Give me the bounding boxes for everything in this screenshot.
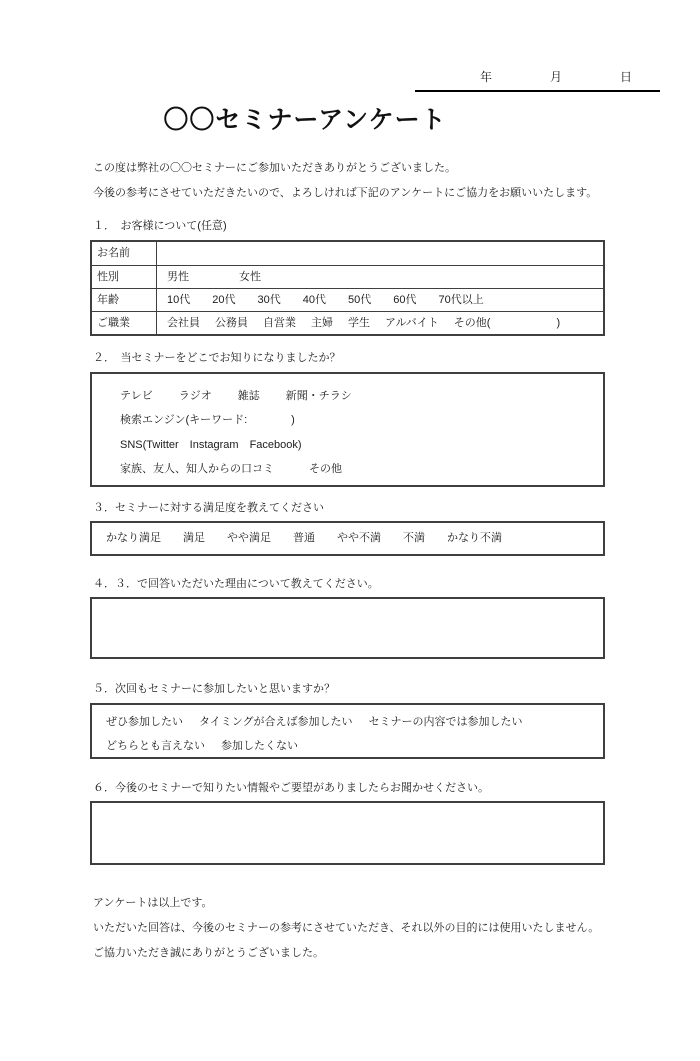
q2-heading: ２． 当セミナーをどこでお知りになりましたか？	[93, 352, 341, 365]
source-option-other[interactable]: その他	[309, 463, 342, 476]
closing-line-1: アンケートは以上です。	[93, 896, 213, 909]
q6-free-text-area[interactable]	[90, 801, 605, 865]
q4-free-text-area[interactable]	[90, 597, 605, 659]
table-row-occupation	[92, 311, 603, 334]
closing-line-3: ご協力いただき誠にありがとうございました。	[93, 946, 324, 959]
intro-line-1: この度は弊社の〇〇セミナーにご参加いただきありがとうございました。	[93, 162, 456, 175]
closing-line-2: いただいた回答は、今後のセミナーの参考にさせていただき、それ以外の目的には使用いたしません。	[93, 921, 600, 934]
next-option-cannot-say[interactable]: どちらとも言えない	[106, 740, 205, 753]
job-option-student[interactable]: 学生	[348, 317, 370, 330]
gender-option-male[interactable]: 男性	[167, 271, 189, 284]
date-year-label: 年	[479, 70, 492, 84]
page-title: 〇〇セミナーアンケート	[163, 105, 447, 134]
gender-option-female[interactable]: 女性	[239, 271, 261, 284]
q1-customer-table	[90, 240, 605, 336]
source-option-tv[interactable]: テレビ	[120, 389, 153, 402]
occupation-row-label: ご職業	[92, 312, 157, 334]
table-row-name	[92, 242, 603, 265]
q6-heading: ６．今後のセミナーで知りたい情報やご要望がありましたらお聞かせください。	[93, 781, 489, 794]
date-header	[415, 70, 660, 92]
age-option-40s[interactable]: 40代	[302, 294, 326, 307]
next-option-definitely[interactable]: ぜひ参加したい	[106, 716, 183, 729]
job-option-part-time[interactable]: アルバイト	[385, 317, 439, 330]
table-row-gender	[92, 265, 603, 288]
q3-answer-box	[90, 521, 605, 556]
source-option-radio[interactable]: ラジオ	[178, 389, 212, 402]
next-option-no[interactable]: 参加したくない	[221, 740, 298, 753]
name-row-label: お名前	[92, 242, 157, 265]
name-input[interactable]	[157, 242, 603, 265]
age-option-20s[interactable]: 20代	[212, 294, 236, 307]
satisfaction-option-somewhat-satisfied[interactable]: やや満足	[227, 532, 271, 545]
date-month-label: 月	[549, 70, 562, 84]
satisfaction-option-very-dissatisfied[interactable]: かなり不満	[447, 532, 502, 545]
age-option-30s[interactable]: 30代	[257, 294, 281, 307]
job-option-other[interactable]: その他( )	[453, 317, 561, 330]
date-day-label: 日	[619, 70, 632, 84]
job-option-company-employee[interactable]: 会社員	[167, 317, 200, 330]
q5-heading: ５．次回もセミナーに参加したいと思いますか？	[93, 683, 335, 696]
source-option-word-of-mouth[interactable]: 家族、友人、知人からの口コミ	[120, 463, 274, 476]
age-option-10s[interactable]: 10代	[167, 294, 191, 307]
source-option-newspaper-flyer[interactable]: 新聞・チラシ	[285, 389, 352, 402]
next-option-depends-on-content[interactable]: セミナーの内容では参加したい	[368, 716, 523, 729]
satisfaction-option-satisfied[interactable]: 満足	[183, 532, 205, 545]
satisfaction-option-dissatisfied[interactable]: 不満	[403, 532, 425, 545]
job-option-civil-servant[interactable]: 公務員	[215, 317, 248, 330]
satisfaction-option-neutral[interactable]: 普通	[293, 532, 315, 545]
intro-line-2: 今後の参考にさせていただきたいので、よろしければ下記のアンケートにご協力をお願いいたします。	[93, 187, 598, 200]
q4-heading: ４．３．で回答いただいた理由について教えてください。	[93, 577, 379, 590]
next-option-if-timing-fits[interactable]: タイミングが合えば参加したい	[199, 716, 353, 729]
table-row-age	[92, 288, 603, 311]
age-row-label: 年齢	[92, 289, 157, 311]
q3-heading: ３．セミナーに対する満足度を教えてください	[93, 501, 324, 514]
q5-answer-box	[90, 703, 605, 759]
closing-text	[93, 891, 700, 966]
job-option-self-employed[interactable]: 自営業	[263, 317, 296, 330]
gender-row-label: 性別	[92, 266, 157, 288]
source-option-magazine[interactable]: 雑誌	[237, 389, 260, 402]
survey-document	[0, 70, 700, 1061]
intro-text	[93, 156, 700, 206]
q1-heading: １． お客様について(任意)	[93, 220, 227, 233]
job-option-homemaker[interactable]: 主婦	[311, 317, 333, 330]
satisfaction-option-very-satisfied[interactable]: かなり満足	[106, 532, 161, 545]
q2-answer-box	[90, 372, 605, 487]
age-option-70s-plus[interactable]: 70代以上	[438, 294, 484, 307]
source-option-search-engine[interactable]: 検索エンジン(キーワード: )	[120, 414, 295, 427]
age-option-50s[interactable]: 50代	[348, 294, 372, 307]
age-option-60s[interactable]: 60代	[393, 294, 417, 307]
source-option-sns[interactable]: SNS(Twitter Instagram Facebook)	[120, 438, 302, 451]
satisfaction-option-somewhat-dissatisfied[interactable]: やや不満	[337, 532, 381, 545]
